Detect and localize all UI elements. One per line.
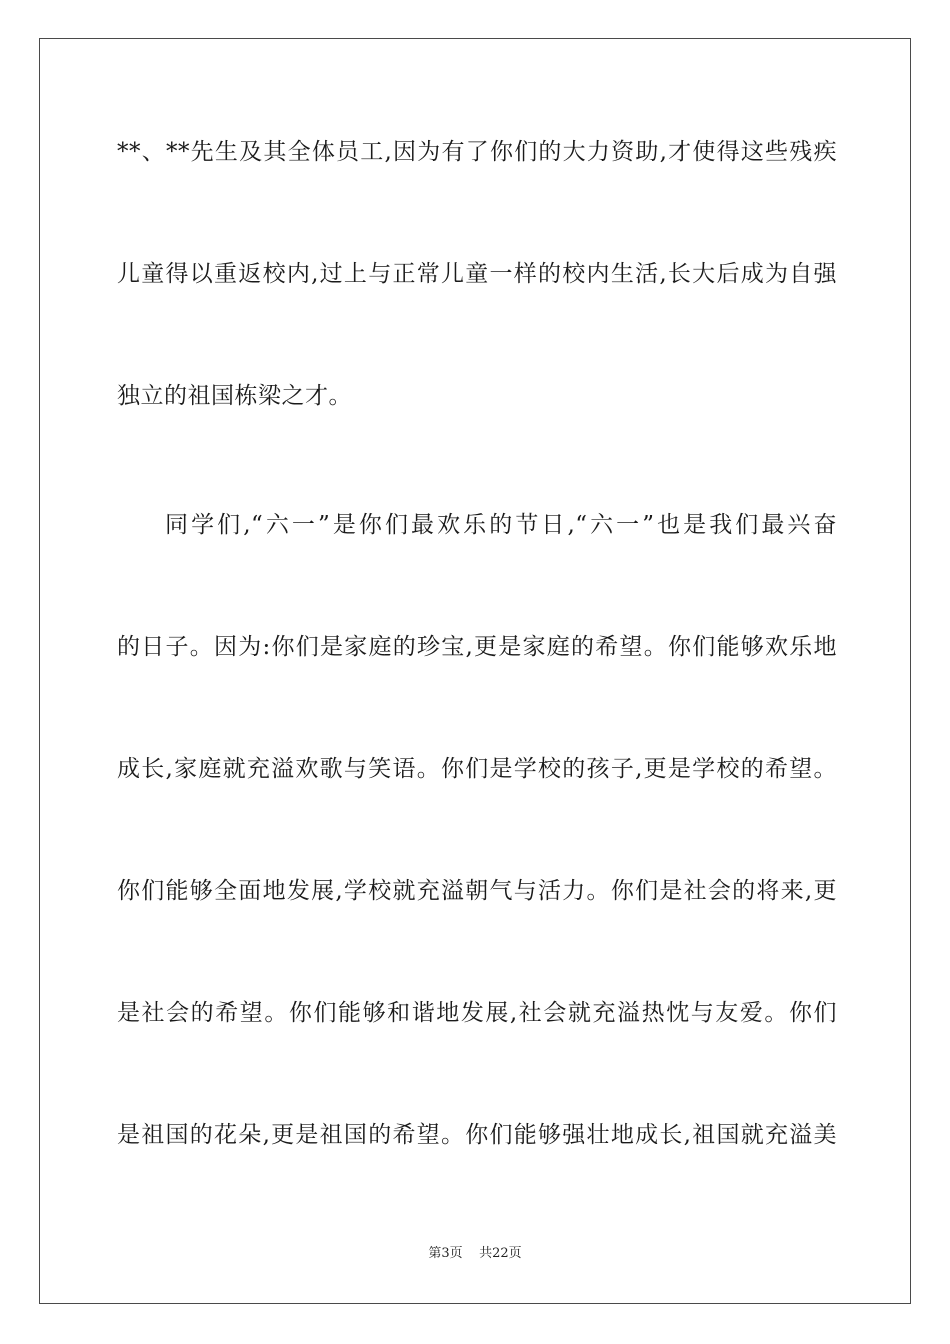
text-line-7: 你们能够全面地发展,学校就充溢朝气与活力。你们是社会的将来,更 xyxy=(117,878,837,904)
text-line-8: 是社会的希望。你们能够和谐地发展,社会就充溢热忱与友爱。你们 xyxy=(117,1000,837,1026)
text-line-4: 同学们,“六一”是你们最欢乐的节日,“六一”也是我们最兴奋 xyxy=(165,512,837,538)
text-line-3: 独立的祖国栋梁之才。 xyxy=(117,383,352,409)
text-line-5: 的日子。因为:你们是家庭的珍宝,更是家庭的希望。你们能够欢乐地 xyxy=(117,634,837,660)
page-number: 第3页 xyxy=(428,1246,463,1261)
text-line-9: 是祖国的花朵,更是祖国的希望。你们能够强壮地成长,祖国就充溢美 xyxy=(117,1122,837,1148)
total-pages: 共22页 xyxy=(479,1246,522,1261)
page-footer xyxy=(0,1244,950,1264)
text-line-2: 儿童得以重返校内,过上与正常儿童一样的校内生活,长大后成为自强 xyxy=(117,261,837,287)
text-line-1: **、**先生及其全体员工,因为有了你们的大力资助,才使得这些残疾 xyxy=(117,139,837,165)
page-border xyxy=(39,38,911,1304)
text-line-6: 成长,家庭就充溢欢歌与笑语。你们是学校的孩子,更是学校的希望。 xyxy=(117,756,837,782)
